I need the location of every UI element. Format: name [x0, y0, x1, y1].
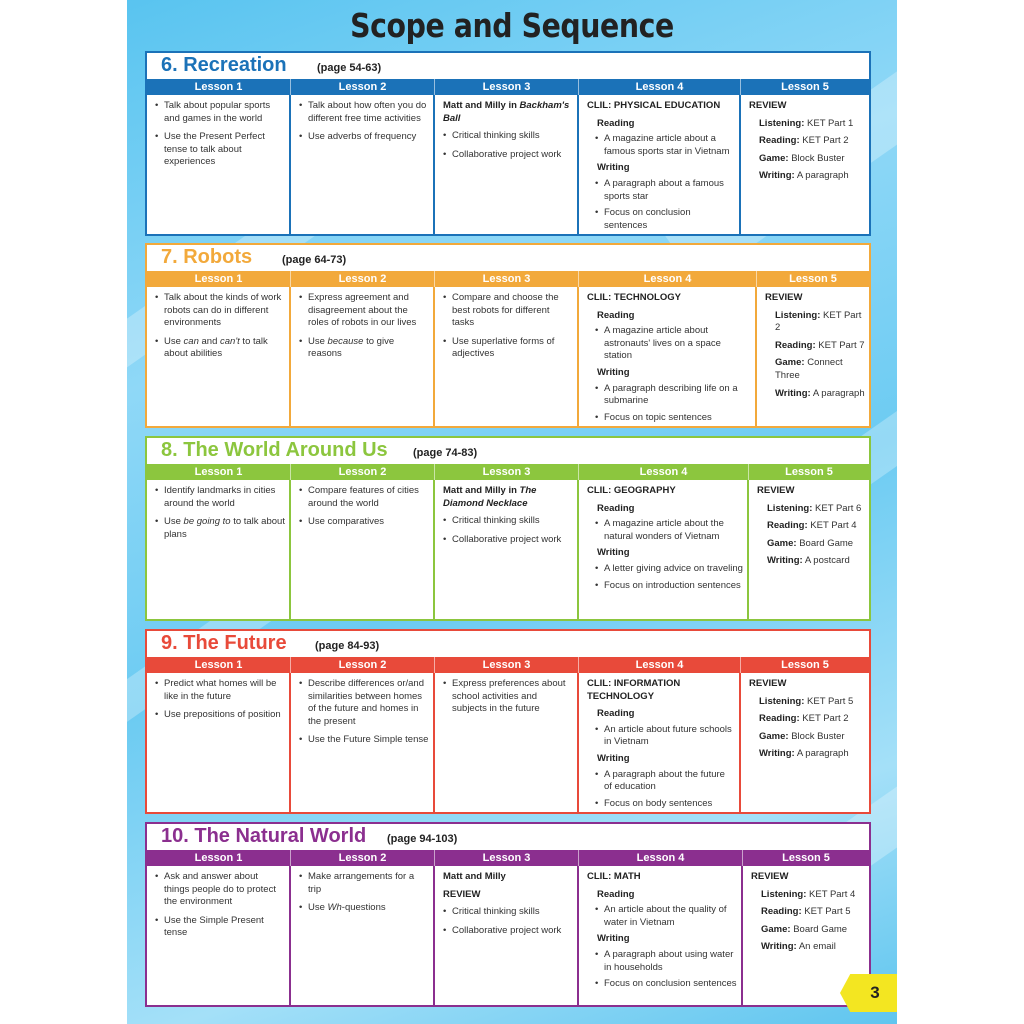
- review-heading: REVIEW: [749, 678, 787, 689]
- list-item: • Identify landmarks in cities around the world: [155, 485, 285, 510]
- review-listening: Listening: KET Part 2: [775, 309, 862, 334]
- lesson-4-header: Lesson 4: [579, 79, 741, 95]
- lesson-3-cell: [435, 287, 579, 426]
- review-game: Game: Block Buster: [759, 730, 845, 742]
- lesson-1-cell: [147, 673, 291, 812]
- review-writing: Writing: A paragraph: [775, 387, 865, 399]
- lesson-1-cell: [147, 95, 291, 234]
- list-item: • Predict what homes will be like in the future: [155, 678, 285, 703]
- lesson-3-header: Lesson 3: [435, 464, 579, 480]
- list-item: • Use can and can't to talk about abilities: [155, 336, 285, 361]
- lesson-3-header: Lesson 3: [435, 657, 579, 673]
- list-item: • Use prepositions of position: [155, 709, 285, 722]
- page-number: 3: [870, 983, 880, 1002]
- unit-10-natural-world: [145, 822, 871, 1007]
- unit-pages: (page 84-93): [315, 640, 380, 652]
- review-listening: Listening: KET Part 4: [761, 888, 856, 900]
- list-item: • Focus on body sentences: [595, 798, 735, 811]
- list-item: • Use the Present Perfect tense to talk about experiences: [155, 131, 285, 169]
- writing-label: Writing: [597, 933, 630, 945]
- review-heading: REVIEW: [751, 871, 789, 882]
- list-item: • Use the Future Simple tense: [299, 734, 429, 747]
- clil-heading: CLIL: INFORMATION TECHNOLOGY: [587, 678, 681, 702]
- lesson-2-header: Lesson 2: [291, 271, 435, 287]
- lesson-3-cell: [435, 866, 579, 1005]
- unit-title: 7. Robots: [161, 246, 253, 268]
- list-item: • A letter giving advice on traveling: [595, 563, 743, 576]
- review-heading: REVIEW: [443, 888, 481, 900]
- clil-heading: CLIL: MATH: [587, 871, 641, 882]
- unit-title: 10. The Natural World: [161, 825, 367, 847]
- list-item: • Focus on topic sentences: [595, 412, 751, 425]
- lesson-3-cell: [435, 480, 579, 619]
- lesson-5-cell: [741, 673, 869, 812]
- unit-pages: (page 74-83): [413, 447, 478, 459]
- list-item: • Critical thinking skills: [443, 906, 573, 919]
- list-item: • Focus on conclusion sentences: [595, 978, 737, 991]
- lesson-1-cell: [147, 480, 291, 619]
- unit-pages: (page 94-103): [387, 833, 458, 845]
- list-item: • Use be going to to talk about plans: [155, 516, 285, 541]
- review-listening: Listening: KET Part 6: [767, 502, 862, 514]
- list-item: • A magazine article about astronauts' lives on a space station: [595, 325, 751, 363]
- reading-label: Reading: [597, 117, 635, 129]
- list-item: • Express preferences about school activities and subjects in the future: [443, 678, 573, 716]
- list-item: • Talk about how often you do different free time activities: [299, 100, 429, 125]
- lesson-4-cell: [579, 287, 757, 426]
- list-item: • Collaborative project work: [443, 534, 573, 547]
- lesson-4-cell: [579, 480, 749, 619]
- unit-title: 9. The Future: [161, 632, 287, 654]
- lesson-5-header: Lesson 5: [789, 273, 837, 285]
- review-reading: Reading: KET Part 4: [767, 520, 857, 532]
- list-item: • Talk about popular sports and games in the world: [155, 100, 285, 125]
- lesson-2-header: Lesson 2: [291, 79, 435, 95]
- list-item: • Use because to give reasons: [299, 336, 429, 361]
- unit-title: 6. Recreation: [161, 54, 287, 76]
- lesson-1-header: Lesson 1: [147, 850, 291, 866]
- lesson-3-header: Lesson 3: [435, 850, 579, 866]
- story-title: Matt and Milly in The Diamond Necklace: [443, 485, 537, 509]
- lesson-3-header: Lesson 3: [435, 271, 579, 287]
- writing-label: Writing: [597, 752, 630, 764]
- lesson-2-cell: [291, 287, 435, 426]
- lesson-2-cell: [291, 480, 435, 619]
- story-title: Matt and Milly: [443, 871, 506, 882]
- lesson-header-bar: [147, 79, 869, 95]
- writing-label: Writing: [597, 547, 630, 559]
- review-heading: REVIEW: [765, 292, 803, 303]
- list-item: • Compare features of cities around the world: [299, 485, 429, 510]
- lesson-4-header: Lesson 4: [579, 657, 741, 673]
- list-item: • A paragraph about a famous sports star: [595, 178, 735, 203]
- unit-pages: (page 64-73): [282, 254, 347, 266]
- lesson-3-header: Lesson 3: [435, 79, 579, 95]
- list-item: • An article about the quality of water in Vietnam: [595, 904, 737, 929]
- list-item: • A paragraph describing life on a submarine: [595, 383, 751, 408]
- list-item: • Focus on introduction sentences: [595, 580, 743, 593]
- lesson-5-cell: [749, 480, 869, 619]
- list-item: • A magazine article about the natural wonders of Vietnam: [595, 518, 743, 543]
- review-writing: Writing: A paragraph: [759, 170, 849, 182]
- reading-label: Reading: [597, 309, 635, 321]
- lesson-3-cell: [435, 673, 579, 812]
- clil-heading: CLIL: TECHNOLOGY: [587, 292, 681, 303]
- list-item: • Focus on conclusion sentences: [595, 207, 735, 232]
- lesson-2-header: Lesson 2: [291, 464, 435, 480]
- unit-7-robots: [145, 243, 871, 428]
- list-item: • A paragraph about using water in households: [595, 949, 737, 974]
- lesson-header-bar: [147, 657, 869, 673]
- lesson-5-header: Lesson 5: [785, 466, 833, 478]
- review-heading: REVIEW: [749, 100, 787, 111]
- lesson-header-bar: [147, 850, 869, 866]
- unit-pages: (page 54-63): [317, 62, 382, 74]
- lesson-1-header: Lesson 1: [147, 464, 291, 480]
- lesson-1-cell: [147, 287, 291, 426]
- lesson-5-header: Lesson 5: [781, 81, 829, 93]
- page-title: Scope and Sequence: [350, 6, 674, 45]
- reading-label: Reading: [597, 888, 635, 900]
- review-game: Game: Board Game: [767, 537, 854, 549]
- list-item: • Describe differences or/and similarities between homes of the future and homes in the present: [299, 678, 429, 728]
- review-writing: Writing: An email: [761, 941, 836, 953]
- review-heading: REVIEW: [757, 485, 795, 496]
- unit-title: 8. The World Around Us: [161, 439, 388, 461]
- lesson-1-header: Lesson 1: [147, 79, 291, 95]
- list-item: • Make arrangements for a trip: [299, 871, 429, 896]
- list-item: • Talk about the kinds of work robots can do in different environments: [155, 292, 285, 330]
- story-title: Matt and Milly in Backham's Ball: [443, 100, 570, 124]
- lesson-4-cell: [579, 95, 741, 234]
- review-listening: Listening: KET Part 1: [759, 117, 854, 129]
- review-game: Game: Board Game: [761, 923, 848, 935]
- list-item: • Use superlative forms of adjectives: [443, 336, 573, 361]
- lesson-2-cell: [291, 673, 435, 812]
- lesson-1-header: Lesson 1: [147, 271, 291, 287]
- list-item: • Collaborative project work: [443, 925, 573, 938]
- lesson-4-cell: [579, 866, 743, 1005]
- writing-label: Writing: [597, 162, 630, 174]
- list-item: • Critical thinking skills: [443, 515, 573, 528]
- lesson-5-header: Lesson 5: [781, 659, 829, 671]
- writing-label: Writing: [597, 366, 630, 378]
- list-item: • An article about future schools in Vietnam: [595, 724, 735, 749]
- list-item: • Compare and choose the best robots for different tasks: [443, 292, 573, 330]
- list-item: • Use Wh-questions: [299, 902, 429, 915]
- review-writing: Writing: A paragraph: [759, 748, 849, 760]
- reading-label: Reading: [597, 708, 635, 720]
- review-game: Game: Block Buster: [759, 152, 845, 164]
- review-listening: Listening: KET Part 5: [759, 695, 854, 707]
- review-reading: Reading: KET Part 7: [775, 339, 865, 351]
- lesson-3-cell: [435, 95, 579, 234]
- list-item: • Use the Simple Present tense: [155, 915, 285, 940]
- lesson-2-cell: [291, 95, 435, 234]
- list-item: • A paragraph about the future of education: [595, 769, 735, 794]
- list-item: • Collaborative project work: [443, 149, 573, 162]
- review-reading: Reading: KET Part 5: [761, 906, 851, 918]
- lesson-4-header: Lesson 4: [579, 271, 757, 287]
- lesson-4-header: Lesson 4: [579, 464, 749, 480]
- list-item: • Critical thinking skills: [443, 130, 573, 143]
- lesson-4-cell: [579, 673, 741, 812]
- lesson-header-bar: [147, 271, 869, 287]
- lesson-2-header: Lesson 2: [291, 850, 435, 866]
- clil-heading: CLIL: GEOGRAPHY: [587, 485, 676, 496]
- lesson-1-header: Lesson 1: [147, 657, 291, 673]
- reading-label: Reading: [597, 502, 635, 514]
- review-game: Game: Connect Three: [775, 357, 843, 381]
- lesson-2-header: Lesson 2: [291, 657, 435, 673]
- clil-heading: CLIL: PHYSICAL EDUCATION: [587, 100, 721, 111]
- unit-6-recreation: [145, 51, 871, 236]
- unit-9-the-future: [145, 629, 871, 814]
- lesson-5-cell: [741, 95, 869, 234]
- lesson-1-cell: [147, 866, 291, 1005]
- review-writing: Writing: A postcard: [767, 555, 850, 567]
- unit-8-world-around-us: [145, 436, 871, 621]
- lesson-2-cell: [291, 866, 435, 1005]
- review-reading: Reading: KET Part 2: [759, 713, 849, 725]
- list-item: • Express agreement and disagreement about the roles of robots in our lives: [299, 292, 429, 330]
- list-item: • Use adverbs of frequency: [299, 131, 429, 144]
- lesson-4-header: Lesson 4: [579, 850, 743, 866]
- list-item: • Use comparatives: [299, 516, 429, 529]
- list-item: • A magazine article about a famous sports star in Vietnam: [595, 133, 735, 158]
- review-reading: Reading: KET Part 2: [759, 135, 849, 147]
- lesson-5-cell: [757, 287, 869, 426]
- list-item: • Ask and answer about things people do to protect the environment: [155, 871, 285, 909]
- lesson-header-bar: [147, 464, 869, 480]
- lesson-5-header: Lesson 5: [782, 852, 830, 864]
